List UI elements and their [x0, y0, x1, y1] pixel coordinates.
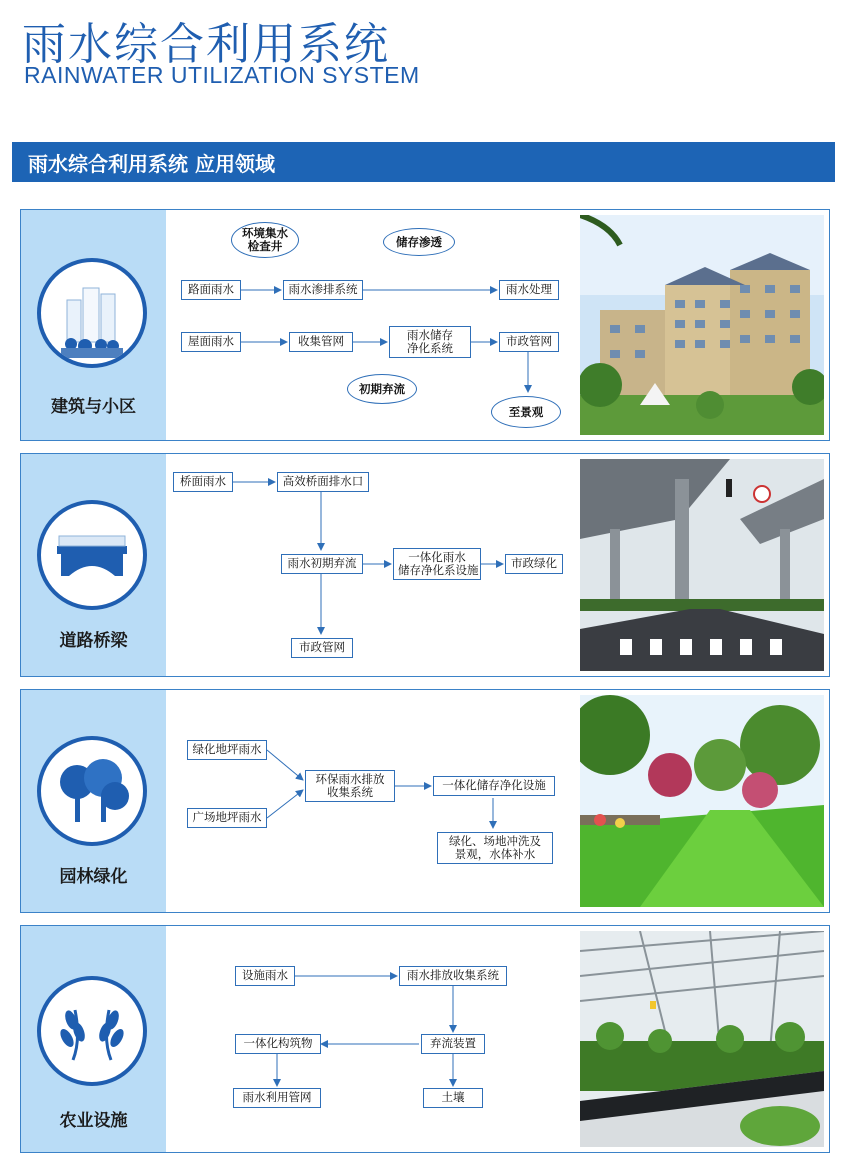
flow-box: 雨水排放收集系统: [399, 966, 507, 986]
flow-box: 环保雨水排放 收集系统: [305, 770, 395, 802]
flow-oval-storage: 储存渗透: [383, 228, 455, 256]
page-subtitle: RAINWATER UTILIZATION SYSTEM: [24, 62, 420, 88]
panel-landscape: [20, 689, 830, 913]
flow-box: 弃流装置: [421, 1034, 485, 1054]
section-title: 雨水综合利用系统 应用领域: [28, 152, 275, 176]
flow-box: 市政管网: [291, 638, 353, 658]
flow-box: 设施雨水: [235, 966, 295, 986]
flow-arrows: [21, 690, 581, 910]
panel-label: 农业设施: [59, 1111, 128, 1131]
panel-label: 道路桥梁: [59, 631, 128, 651]
flow-box: 广场地坪雨水: [187, 808, 267, 828]
flow-box: 雨水处理: [499, 280, 559, 300]
flow-oval-check-well: 环境集水 检查井: [231, 222, 299, 258]
panel-road-bridge: [20, 453, 830, 677]
elevated-road-photo: [580, 459, 824, 671]
flow-oval-first-flush: 初期弃流: [347, 374, 417, 404]
flow-box: 土壤: [423, 1088, 483, 1108]
flow-box: 雨水渗排系统: [283, 280, 363, 300]
flow-box: 收集管网: [289, 332, 353, 352]
flow-box: 雨水储存 净化系统: [389, 326, 471, 358]
section-header: [12, 142, 835, 182]
panel-label: 园林绿化: [59, 867, 128, 887]
flow-box: 市政管网: [499, 332, 559, 352]
flow-box: 绿化地坪雨水: [187, 740, 267, 760]
flow-box: 路面雨水: [181, 280, 241, 300]
flow-box: 高效桥面排水口: [277, 472, 369, 492]
flow-oval-landscape: 至景观: [491, 396, 561, 428]
flow-box: 屋面雨水: [181, 332, 241, 352]
flow-box: 市政绿化: [505, 554, 563, 574]
flow-box: 绿化、场地冲洗及 景观，水体补水: [437, 832, 553, 864]
greenhouse-photo: [580, 931, 824, 1147]
flow-box: 桥面雨水: [173, 472, 233, 492]
flow-box: 一体化储存净化设施: [433, 776, 555, 796]
flow-box: 一体化构筑物: [235, 1034, 321, 1054]
flow-box: 雨水初期弃流: [281, 554, 363, 574]
panel-label: 建筑与小区: [51, 397, 136, 417]
residential-building-photo: [580, 215, 824, 435]
flow-box: 雨水利用管网: [233, 1088, 321, 1108]
panel-building: [20, 209, 830, 441]
panel-agriculture: [20, 925, 830, 1153]
page-title: 雨水综合利用系统: [22, 19, 390, 70]
garden-lawn-photo: [580, 695, 824, 907]
flow-box: 一体化雨水 储存净化系设施: [393, 548, 481, 580]
